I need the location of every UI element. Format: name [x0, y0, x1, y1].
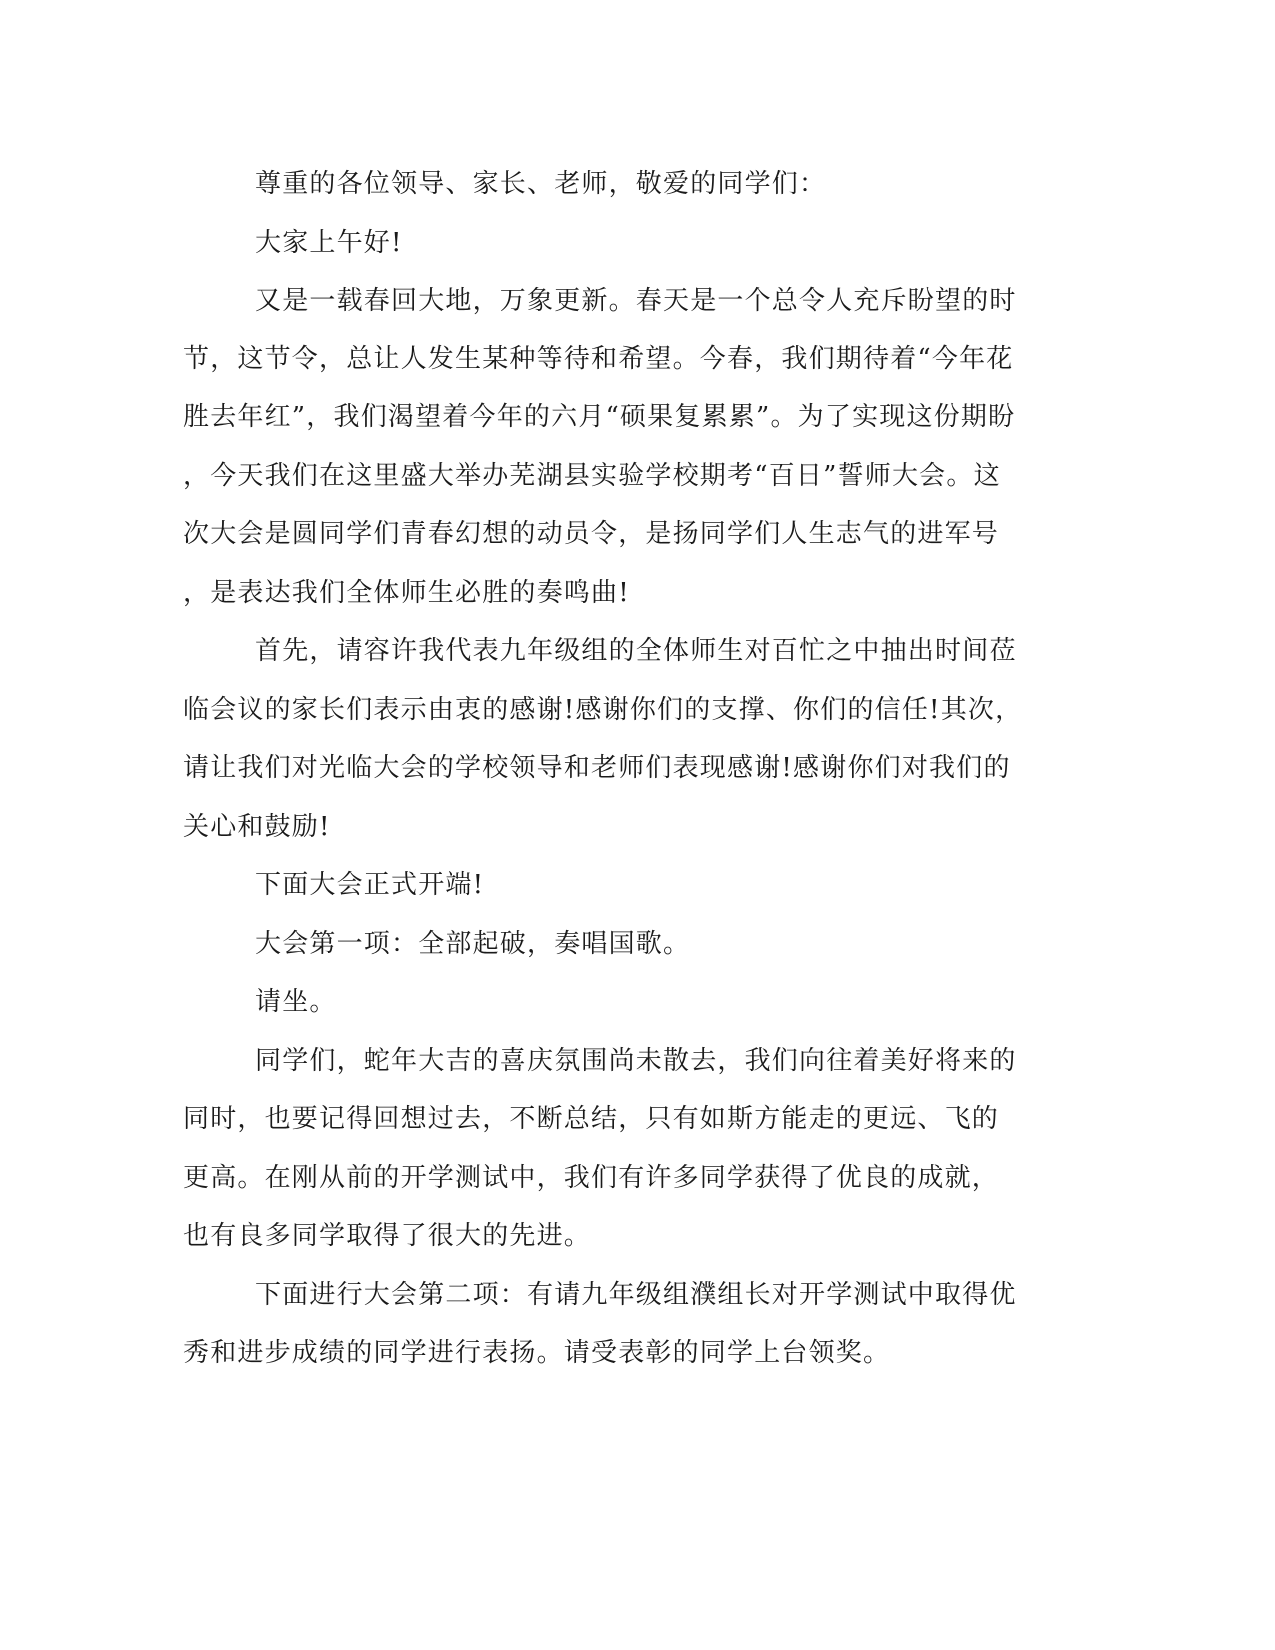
salutation-line: 尊重的各位领导、家长、老师，敬爱的同学们： [255, 169, 827, 199]
paragraph-1-line-1: 又是一载春回大地，万象更新。春天是一个总令人充斥盼望的时 [255, 286, 1017, 316]
paragraph-3-line-3: 更高。在刚从前的开学测试中，我们有许多同学获得了优良的成就， [183, 1163, 1000, 1193]
greeting-line: 大家上午好! [255, 228, 403, 258]
paragraph-1-line-5: 次大会是圆同学们青春幻想的动员令，是扬同学们人生志气的进军号 [183, 519, 1000, 549]
agenda-item-2-line-2: 秀和进步成绩的同学进行表扬。请受表彰的同学上台领奖。 [183, 1338, 891, 1368]
paragraph-1-line-3: 胜去年红”，我们渴望着今年的六月“硕果复累累”。为了实现这份期盼 [183, 402, 1016, 432]
paragraph-3-line-1: 同学们，蛇年大吉的喜庆氛围尚未散去，我们向往着美好将来的 [255, 1046, 1017, 1076]
agenda-item-1-line: 大会第一项：全部起破，奏唱国歌。 [255, 929, 691, 959]
paragraph-2-line-4: 关心和鼓励! [183, 812, 331, 842]
paragraph-2-line-2: 临会议的家长们表示由衷的感谢!感谢你们的支撑、你们的信任!其次， [183, 695, 1023, 725]
paragraph-1-line-6: ，是表达我们全体师生必胜的奏鸣曲! [183, 578, 630, 608]
paragraph-3-line-4: 也有良多同学取得了很大的先进。 [183, 1221, 592, 1251]
paragraph-1-line-4: ，今天我们在这里盛大举办芜湖县实验学校期考“百日”誓师大会。这 [183, 461, 1001, 491]
agenda-start-line: 下面大会正式开端! [255, 870, 485, 900]
paragraph-1-line-2: 节，这节令，总让人发生某种等待和希望。今春，我们期待着“今年花 [183, 344, 1014, 374]
paragraph-2-line-3: 请让我们对光临大会的学校领导和老师们表现感谢!感谢你们对我们的 [183, 753, 1011, 783]
paragraph-2-line-1: 首先，请容许我代表九年级组的全体师生对百忙之中抽出时间莅 [255, 636, 1017, 666]
paragraph-3-line-2: 同时，也要记得回想过去，不断总结，只有如斯方能走的更远、飞的 [183, 1104, 1000, 1134]
please-sit-line: 请坐。 [255, 987, 337, 1017]
agenda-item-2-line-1: 下面进行大会第二项：有请九年级组濮组长对开学测试中取得优 [255, 1280, 1017, 1310]
